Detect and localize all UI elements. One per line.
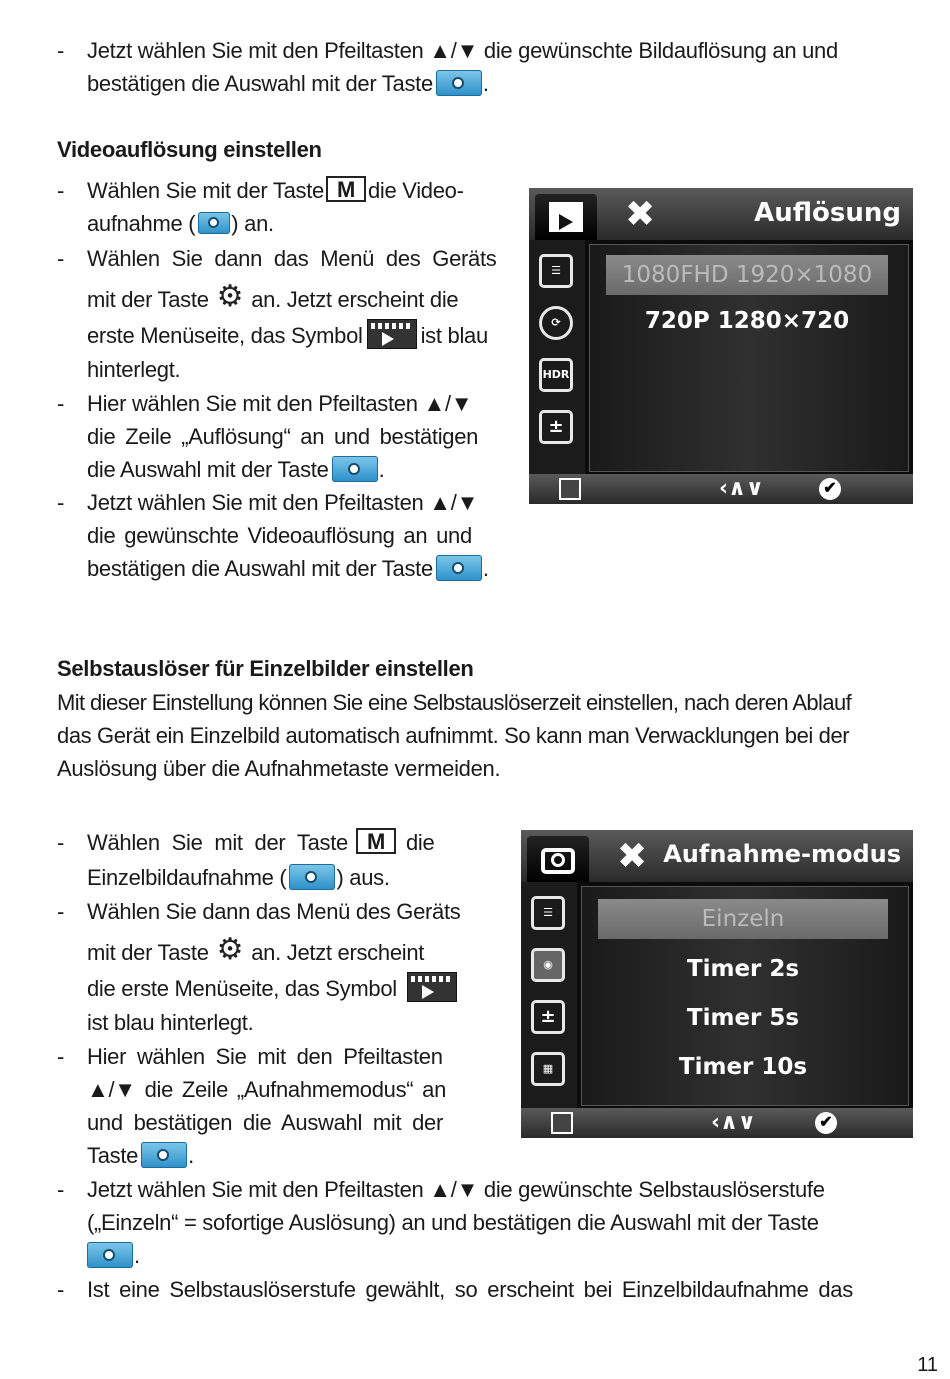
text-segment: erste Menüseite, das Symbol (87, 323, 363, 348)
text-line: ist blau hinterlegt. (87, 1010, 254, 1035)
text-segment: die erste Menüseite, das Symbol (87, 976, 397, 1001)
text-line (87, 1139, 194, 1172)
text-segment: bestätigen die Auswahl mit der Taste (87, 556, 433, 581)
screen-options-panel (581, 886, 909, 1106)
option-1080[interactable]: 1080FHD 1920×1080 (606, 255, 888, 295)
screen-bottom-bar (529, 474, 913, 504)
video-menu-icon (367, 319, 417, 349)
text-segment: die Video- (367, 178, 464, 203)
text-line (87, 932, 425, 969)
bullet-dash: - (57, 899, 65, 924)
bullet-dash: - (57, 178, 65, 203)
menu-icon (551, 1112, 573, 1134)
tools-icon: ✖ (617, 835, 648, 876)
video-menu-icon (407, 972, 457, 1002)
section-heading: Selbstauslöser für Einzelbilder einstellen (57, 656, 474, 681)
text-segment: ) an. (231, 211, 274, 236)
camera-button-icon (141, 1142, 187, 1168)
option-single[interactable]: Einzeln (598, 899, 888, 939)
camera-button-icon (332, 456, 378, 482)
camera-button-icon (87, 1242, 133, 1268)
loop-icon: ⟳ (539, 306, 573, 340)
option-timer-5s[interactable]: Timer 5s (686, 1005, 800, 1031)
text-line (87, 453, 384, 486)
m-key-icon: M (356, 828, 396, 854)
text-segment: die (405, 830, 435, 855)
ok-icon: ✔ (815, 1112, 837, 1134)
text-segment: . (134, 1243, 140, 1268)
screen-side-menu (521, 882, 577, 1108)
bullet-dash: - (57, 391, 65, 416)
resolution-icon: ☰ (539, 254, 573, 288)
navigation-arrows-icon: ‹∧∨ (719, 476, 764, 501)
screen-top-bar (529, 188, 913, 240)
text-line (87, 207, 274, 240)
ok-icon: ✔ (819, 478, 841, 500)
text-line (87, 67, 489, 100)
text-line: Ist eine Selbstauslöserstufe gewählt, so erscheint bei Einzelbildaufnahme das (87, 1277, 853, 1302)
text-segment: . (482, 71, 489, 96)
text-segment: aufnahme ( (87, 211, 196, 236)
text-line (87, 972, 461, 1005)
screen-top-bar (521, 830, 913, 882)
tools-icon: ✖ (625, 193, 656, 234)
screen-title: Aufnahme-modus (663, 840, 901, 868)
video-mode-icon (198, 212, 230, 234)
text-line (87, 1239, 140, 1272)
text-line (87, 174, 464, 207)
gear-icon: ⚙ (216, 932, 244, 966)
text-segment: an. Jetzt erscheint (251, 940, 425, 965)
camera-tab-icon (527, 836, 589, 882)
option-720[interactable]: 720P 1280×720 (644, 308, 850, 334)
page-number: 11 (917, 1354, 938, 1376)
text-segment: . (482, 556, 489, 581)
text-line: Jetzt wählen Sie mit den Pfeiltasten ▲/▼ die gewünschte Selbstauslöserstufe (87, 1177, 825, 1202)
camera-mode-icon (289, 864, 335, 890)
camera-button-icon (436, 70, 482, 96)
bullet-dash: - (57, 1277, 65, 1302)
exposure-icon: ± (531, 1000, 565, 1034)
navigation-arrows-icon: ‹∧∨ (711, 1110, 756, 1135)
text-line: Jetzt wählen Sie mit den Pfeiltasten ▲/▼ die gewünschte Bildauflösung an und (87, 38, 838, 63)
text-segment: Taste (87, 1143, 139, 1168)
text-line: Mit dieser Einstellung können Sie eine Selbstauslöserzeit einstellen, nach deren Ablauf (57, 690, 852, 715)
text-line: die Zeile „Auflösung“ an und bestätigen (87, 424, 479, 449)
text-line: und bestätigen die Auswahl mit der (87, 1110, 444, 1135)
date-icon: ▦ (531, 1052, 565, 1086)
bullet-dash: - (57, 830, 65, 855)
screen-bottom-bar (521, 1108, 913, 1138)
text-segment: mit der Taste (87, 940, 209, 965)
text-line: („Einzeln“ = sofortige Auslösung) an und bestätigen die Auswahl mit der Taste (87, 1210, 819, 1235)
text-line: Wählen Sie dann das Menü des Geräts (87, 246, 497, 271)
device-screen-resolution (529, 188, 913, 504)
text-line: hinterlegt. (87, 357, 181, 382)
text-segment: ist blau (420, 323, 488, 348)
text-line: ▲/▼ die Zeile „Aufnahmemodus“ an (87, 1077, 446, 1102)
bullet-dash: - (57, 490, 65, 515)
text-segment: . (188, 1143, 194, 1168)
text-segment: Wählen Sie mit der Taste (87, 830, 348, 855)
text-line: die gewünschte Videoauflösung an und (87, 523, 472, 548)
text-line (87, 279, 459, 316)
text-line: Hier wählen Sie mit den Pfeiltasten ▲/▼ (87, 391, 473, 416)
text-line: Hier wählen Sie mit den Pfeiltasten (87, 1044, 443, 1069)
gear-icon: ⚙ (216, 279, 244, 313)
m-key-icon: M (326, 176, 366, 202)
screen-title: Auflösung (754, 198, 901, 228)
exposure-icon: ± (539, 410, 573, 444)
video-tab-icon (535, 194, 597, 240)
text-line: Wählen Sie dann das Menü des Geräts (87, 899, 461, 924)
text-segment: Wählen Sie mit der Taste (87, 178, 324, 203)
option-timer-2s[interactable]: Timer 2s (686, 956, 800, 982)
text-segment: mit der Taste (87, 287, 209, 312)
bullet-dash: - (57, 1044, 65, 1069)
text-line: Jetzt wählen Sie mit den Pfeiltasten ▲/▼ (87, 490, 479, 515)
screen-options-panel (589, 244, 909, 472)
text-segment: bestätigen die Auswahl mit der Taste (87, 71, 433, 96)
option-timer-10s[interactable]: Timer 10s (678, 1054, 808, 1080)
text-line (87, 826, 434, 859)
bullet-dash: - (57, 38, 65, 63)
menu-icon (559, 478, 581, 500)
text-segment: . (378, 457, 385, 482)
text-line (87, 319, 488, 352)
text-line: das Gerät ein Einzelbild automatisch aufnimmt. So kann man Verwacklungen bei der (57, 723, 850, 748)
text-line: Auslösung über die Aufnahmetaste vermeiden. (57, 756, 501, 781)
hdr-icon: HDR (539, 358, 573, 392)
text-line (87, 552, 489, 585)
text-segment: an. Jetzt erscheint die (251, 287, 459, 312)
text-segment: ) aus. (336, 865, 390, 890)
resolution-icon: ☰ (531, 896, 565, 930)
bullet-dash: - (57, 1177, 65, 1202)
text-segment: die Auswahl mit der Taste (87, 457, 329, 482)
section-heading: Videoauflösung einstellen (57, 137, 322, 162)
text-line (87, 861, 390, 894)
capture-mode-icon: ◉ (531, 948, 565, 982)
text-segment: Einzelbildaufnahme ( (87, 865, 287, 890)
camera-button-icon (436, 555, 482, 581)
bullet-dash: - (57, 246, 65, 271)
device-screen-capture-mode (521, 830, 913, 1138)
screen-side-menu (529, 240, 585, 474)
